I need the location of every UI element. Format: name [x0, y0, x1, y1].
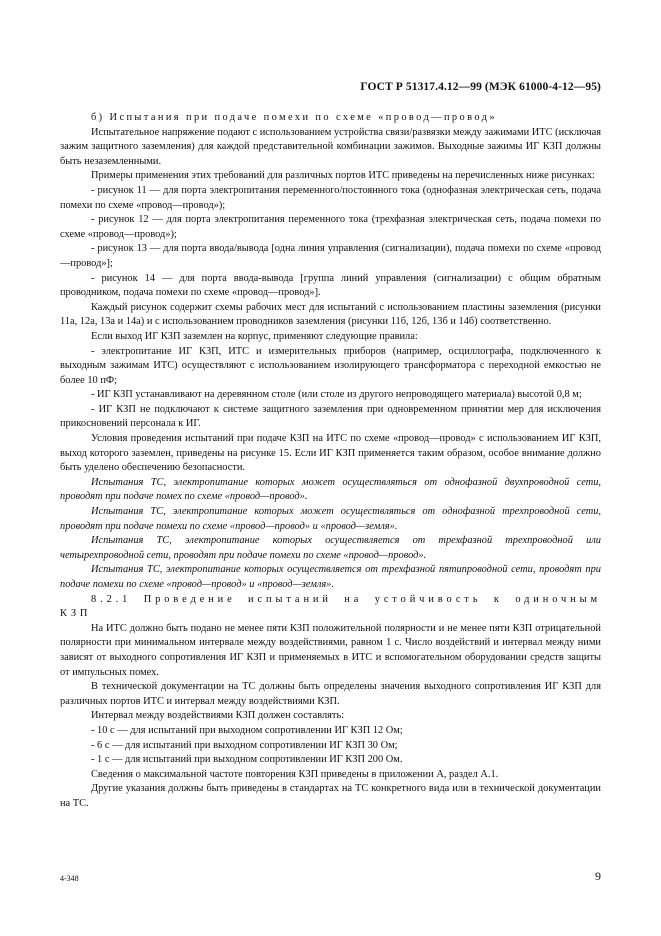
- list-item: - электропитание ИГ КЗП, ИТС и измерительных приборов (например, осциллографа, подключенного к выходным зажимам ИТС) осуществляют с использованием изолирующего трансформатора с переходной емкостью не более 10 пФ;: [60, 345, 601, 386]
- italic-note: Испытания ТС, электропитание которых может осуществляться от однофазной двухпроводной сети, проводят при подаче помех по схеме «провод—провод».: [60, 476, 601, 503]
- footer-code: 4-348: [60, 874, 79, 883]
- list-item: - рисунок 13 — для порта ввода/вывода [одна линия управления (сигнализации), подача помехи по схеме «провод—провод»];: [60, 243, 601, 269]
- paragraph: Условия проведения испытаний при подаче КЗП на ИТС по схеме «провод—провод» с использованием ИГ КЗП, выход которого заземлен, приведены на рисунке 15. Если ИГ КЗП применяется таким образом, особое внимание должно быть уделено обеспечению безопасности.: [60, 433, 601, 474]
- paragraph: В технической документации на ТС должны быть определены значения выходного сопротивления ИГ КЗП для различных портов ИТС и интервал между воздействиями КЗП.: [60, 681, 601, 707]
- list-item: - ИГ КЗП устанавливают на деревянном столе (или столе из другого непроводящего материала) высотой 0,8 м;: [91, 389, 582, 401]
- list-item: - 6 с — для испытаний при выходном сопротивлении ИГ КЗП 30 Ом;: [91, 739, 398, 751]
- page-number: 9: [595, 869, 601, 883]
- paragraph: Интервал между воздействиями КЗП должен составлять:: [91, 710, 345, 722]
- paragraph: Другие указания должны быть приведены в стандартах на ТС конкретного вида или в технической документации на ТС.: [60, 783, 601, 809]
- paragraph: Примеры применения этих требований для различных портов ИТС приведены на перечисленных ниже рисунках:: [91, 170, 595, 182]
- list-item: - рисунок 12 — для порта электропитания переменного тока (трехфазная электрическая сеть, подача помехи по схеме «провод—провод»);: [60, 214, 601, 240]
- italic-note: Испытания ТС, электропитание которых может осуществляться от однофазной трехпроводной сети, проводят при подаче помехи по схеме «провод—провод» и «провод—земля».: [60, 506, 601, 532]
- page-body: [60, 111, 601, 812]
- list-item: - рисунок 14 — для порта ввода-вывода [группа линий управления (сигнализации) с общим обратным проводником, подача помехи по схеме «провод—провод»].: [60, 272, 601, 299]
- paragraph: Сведения о максимальной частоте повторения КЗП приведены в приложении А, раздел А.1.: [91, 768, 499, 780]
- section-heading: 8.2.1 Проведение испытаний на устойчивость к одиночным КЗП: [60, 593, 601, 620]
- list-item: - 1 с — для испытаний при выходном сопротивлении ИГ КЗП 200 Ом.: [91, 754, 403, 766]
- italic-note: Испытания ТС, электропитание которых осуществляется от трехфазной пятипроводной сети, проводят при подаче помехи по схеме «провод—провод» и «провод—земля».: [60, 564, 601, 590]
- paragraph: Испытательное напряжение подают с использованием устройства связи/развязки между зажимами ИТС (исключая зажим защитного заземления) для каждой представительной комбинации зажимов. Выходные зажимы ИГ КЗП должны быть незаземленными.: [60, 126, 601, 167]
- list-item: - 10 с — для испытаний при выходном сопротивлении ИГ КЗП 12 Ом;: [91, 724, 403, 736]
- italic-note: Испытания ТС, электропитание которых осуществляется от трехфазной трехпроводной или четырехпроводной сети, проводят при подаче помехи по схеме «провод—провод».: [60, 535, 601, 561]
- paragraph: На ИТС должно быть подано не менее пяти КЗП положительной полярности и не менее пяти КЗП отрицательной полярности при минимальном интервале между воздействиями, равном 1 с. Число воздействий и интервал между ними зависят от выходного сопротивления ИГ КЗП и применяемых в ИТС и вспомогательном оборудовании средств защиты от импульсных помех.: [60, 622, 601, 678]
- list-item: - рисунок 11 — для порта электропитания переменного/постоянного тока (однофазная электрическая сеть, подача помехи по схеме «провод—провод»);: [60, 184, 601, 211]
- list-item: - ИГ КЗП не подключают к системе защитного заземления при одновременном принятии мер для исключения прикосновений персонала к ИГ.: [60, 403, 601, 430]
- page-header: ГОСТ Р 51317.4.12—99 (МЭК 61000-4-12—95): [360, 81, 601, 93]
- paragraph: Если выход ИГ КЗП заземлен на корпус, применяют следующие правила:: [91, 330, 418, 342]
- subsection-heading: б) Испытания при подаче помехи по схеме «провод—провод»: [91, 112, 497, 123]
- paragraph: Каждый рисунок содержит схемы рабочих мест для испытаний с использованием пластины заземления (рисунки 11а, 12а, 13а и 14а) и с использованием проводников заземления (рисунки 11б, 12б, 13б и 14б) соответственно.: [60, 301, 601, 328]
